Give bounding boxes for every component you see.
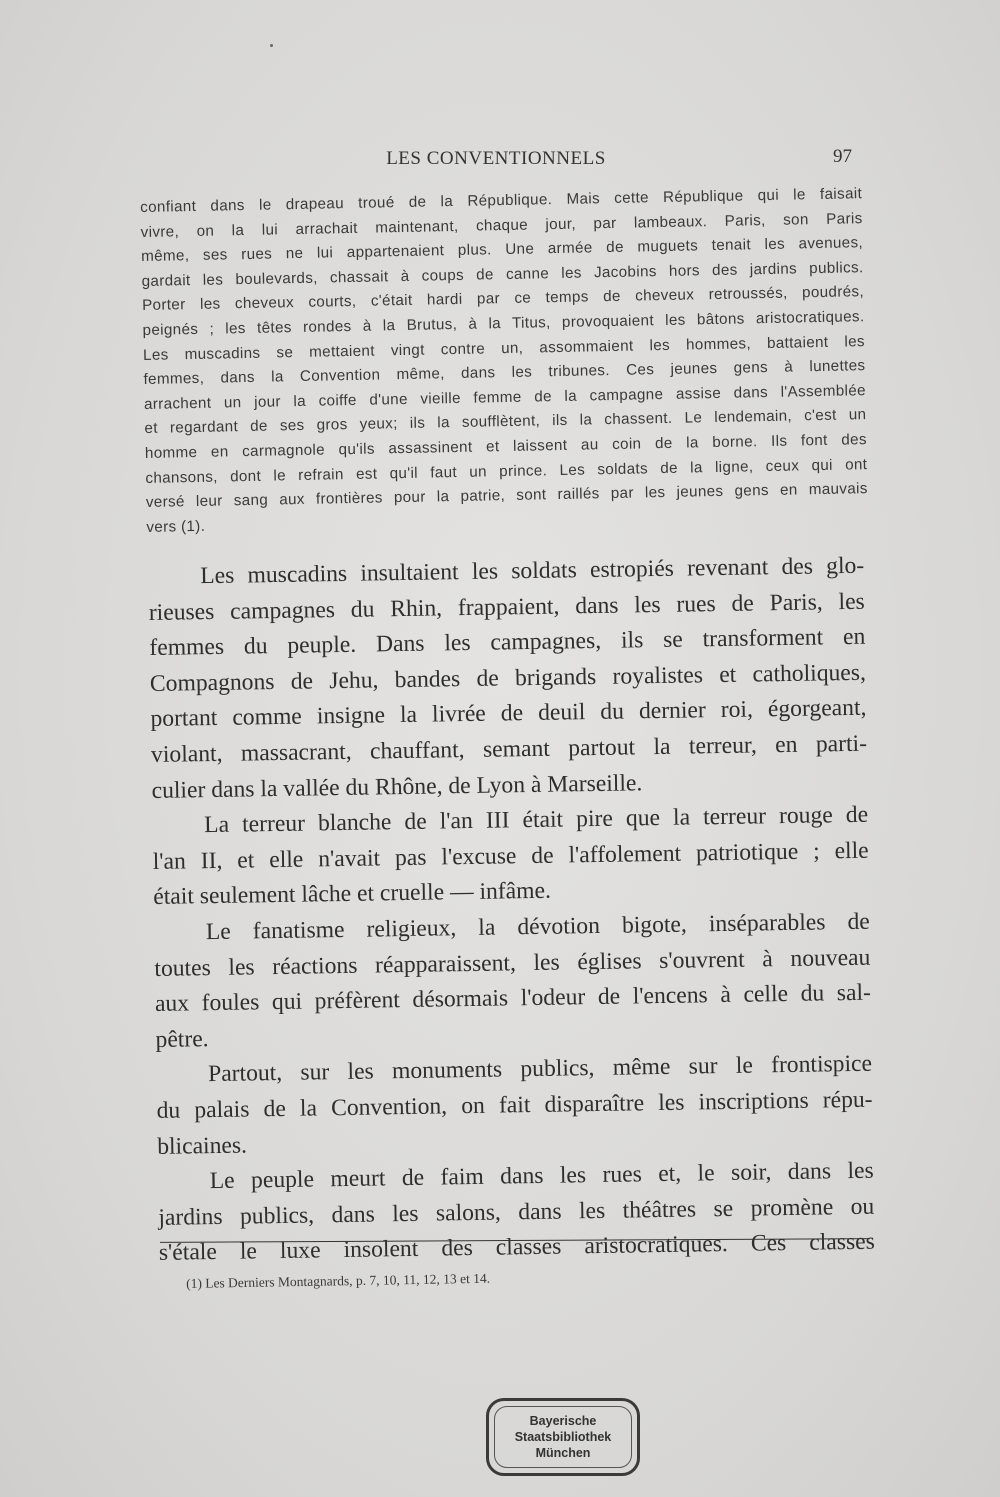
body-line: culier dans la vallée du Rhône, de Lyon à Marseille. [151, 769, 643, 804]
quote-line: gardait les boulevards, chassait à coups de canne les Jacobins hors des jardins publics. [141, 258, 864, 290]
speck [270, 44, 273, 47]
body-line: rieuses campagnes du Rhin, frappaient, dans les rues de Paris, les [148, 588, 865, 626]
body-line: portant comme insigne la livrée de deuil du dernier roi, égorgeant, [150, 695, 867, 733]
body-line: Le peuple meurt de faim dans les rues et, le soir, dans les [209, 1157, 874, 1195]
body-line: du palais de la Convention, on fait disparaître les inscriptions répu- [156, 1086, 873, 1124]
body-line: blicaines. [157, 1132, 248, 1160]
running-title: LES CONVENTIONNELS [386, 148, 606, 169]
quote-line: peignés ; les têtes rondes à la Brutus, à la Titus, provoquaient les bâtons aristocratiques. [142, 308, 865, 339]
body-line: Partout, sur les monuments publics, même sur le frontispice [207, 1051, 873, 1088]
body-line: Le fanatisme religieux, la dévotion bigote, inséparables de [205, 908, 870, 946]
quote-line: vers (1). [146, 517, 206, 536]
quote-line: Les muscadins se mettaient vingt contre un, assommaient les hommes, battaient les [142, 332, 866, 364]
quote-line: même, ses rues ne lui appartenaient plus. Une armée de muguets tenait les avenues, [141, 234, 864, 266]
body-line: toutes les réactions réapparaissent, les églises s'ouvrent à nouveau [154, 944, 871, 982]
quote-line: chansons, dont le refrain est qu'il faut un prince. Les soldats de la ligne, ceux qui ont [145, 455, 868, 487]
quotation-block [140, 182, 868, 540]
body-line: femmes du peuple. Dans les campagnes, ils se transforment en [149, 623, 866, 662]
quote-line: confiant dans le drapeau troué de la République. Mais cette République qui le faisait [140, 185, 863, 216]
stamp-line: Staatsbibliothek [514, 1430, 612, 1444]
body-line: l'an II, et elle n'avait pas l'excuse de l'affolement patriotique ; elle [152, 837, 869, 875]
quote-line: arrachent un jour la coiffe d'une vieille femme de la campagne assise dans l'Assemblée [143, 381, 867, 413]
body-line: pêtre. [155, 1025, 209, 1053]
page-number: 97 [833, 146, 852, 167]
body-line: s'étale le luxe insolent des classes aristocratiques. Ces classes [158, 1228, 876, 1267]
footnote: (1) Les Derniers Montagnards, p. 7, 10, 11, 12, 13 et 14. [186, 1270, 491, 1291]
body-line: Les muscadins insultaient les soldats estropiés revenant des glo- [200, 552, 865, 590]
body-line: aux foules qui préfèrent désormais l'odeur de l'encens à celle du sal- [154, 979, 872, 1018]
body-line: La terreur blanche de l'an III était pire que la terreur rouge de [203, 801, 869, 839]
body-line: était seulement lâche et cruelle — infâme. [153, 878, 552, 911]
library-stamp [486, 1398, 640, 1476]
body-line: jardins publics, dans les salons, dans les théâtres se promène ou [158, 1193, 875, 1231]
stamp-line: Bayerische [529, 1414, 597, 1428]
quote-line: vivre, on la lui arrachait maintenant, chaque jour, par lambeaux. Paris, son Paris [140, 209, 863, 241]
quote-line: Porter les cheveux courts, c'était hardi par ce temps de cheveux retroussés, poudrés, [141, 283, 865, 315]
body-line: violant, massacrant, chauffant, semant partout la terreur, en parti- [150, 730, 868, 768]
body-line: Compagnons de Jehu, bandes de brigands royalistes et catholiques, [149, 659, 867, 697]
quote-line: homme en carmagnole qu'ils assassinent et laissent au coin de la borne. Ils font des [144, 431, 867, 462]
running-head [140, 148, 852, 178]
quote-line: femmes, dans la Convention même, dans les tribunes. Ces jeunes gens à lunettes [143, 357, 866, 389]
stamp-line: München [535, 1446, 591, 1460]
quote-line: et regardant de ses gros yeux; ils la soufflètent, ils la chassent. Le lendemain, c'est un [144, 406, 867, 438]
body-text [148, 549, 875, 1272]
quote-line: versé leur sang aux frontières pour la patrie, sont raillés par les jeunes gens en mauvais [145, 480, 868, 512]
